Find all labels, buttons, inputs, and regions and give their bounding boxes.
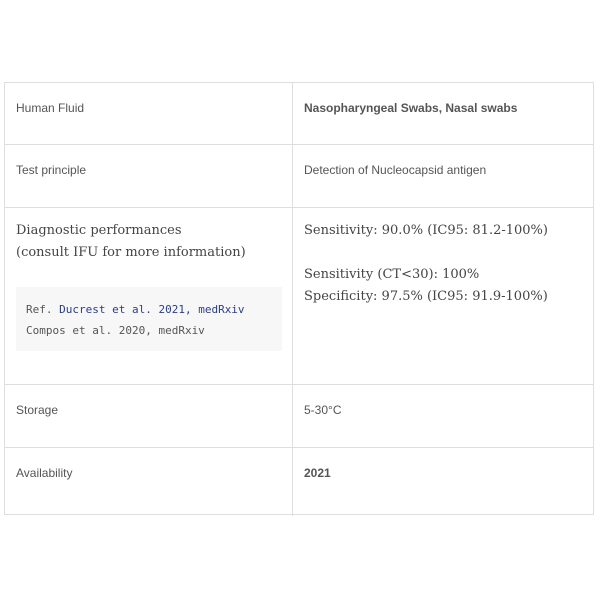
ref-compos: Compos et al. 2020, medRxiv (26, 324, 205, 337)
label-test-principle: Test principle (5, 145, 292, 208)
label-storage: Storage (5, 385, 292, 448)
specificity-value: Specificity: 97.5% (IC95: 91.9-100%) (304, 289, 548, 304)
ref-prefix: Ref. (26, 303, 53, 316)
diagnostic-heading-line1: Diagnostic performances (16, 223, 182, 238)
value-storage: 5-30°C (292, 385, 593, 448)
diagnostic-performances-cell (5, 208, 292, 385)
value-human-fluid: Nasopharyngeal Swabs, Nasal swabs (292, 83, 593, 145)
spec-table (4, 82, 594, 515)
diagnostic-heading-line2: (consult IFU for more information) (16, 245, 246, 260)
sensitivity-value: Sensitivity: 90.0% (IC95: 81.2-100%) (304, 223, 548, 238)
sensitivity-ct-value: Sensitivity (CT<30): 100% (304, 267, 480, 282)
diagnostic-values-cell (292, 208, 593, 385)
value-test-principle: Detection of Nucleocapsid antigen (292, 145, 593, 208)
spacer (304, 242, 593, 264)
ref-link-ducrest[interactable]: Ducrest et al. 2021, medRxiv (59, 303, 245, 316)
label-human-fluid: Human Fluid (5, 83, 292, 145)
reference-code-block (16, 287, 282, 351)
label-availability: Availability (16, 466, 73, 480)
value-availability: 2021 (292, 448, 593, 516)
